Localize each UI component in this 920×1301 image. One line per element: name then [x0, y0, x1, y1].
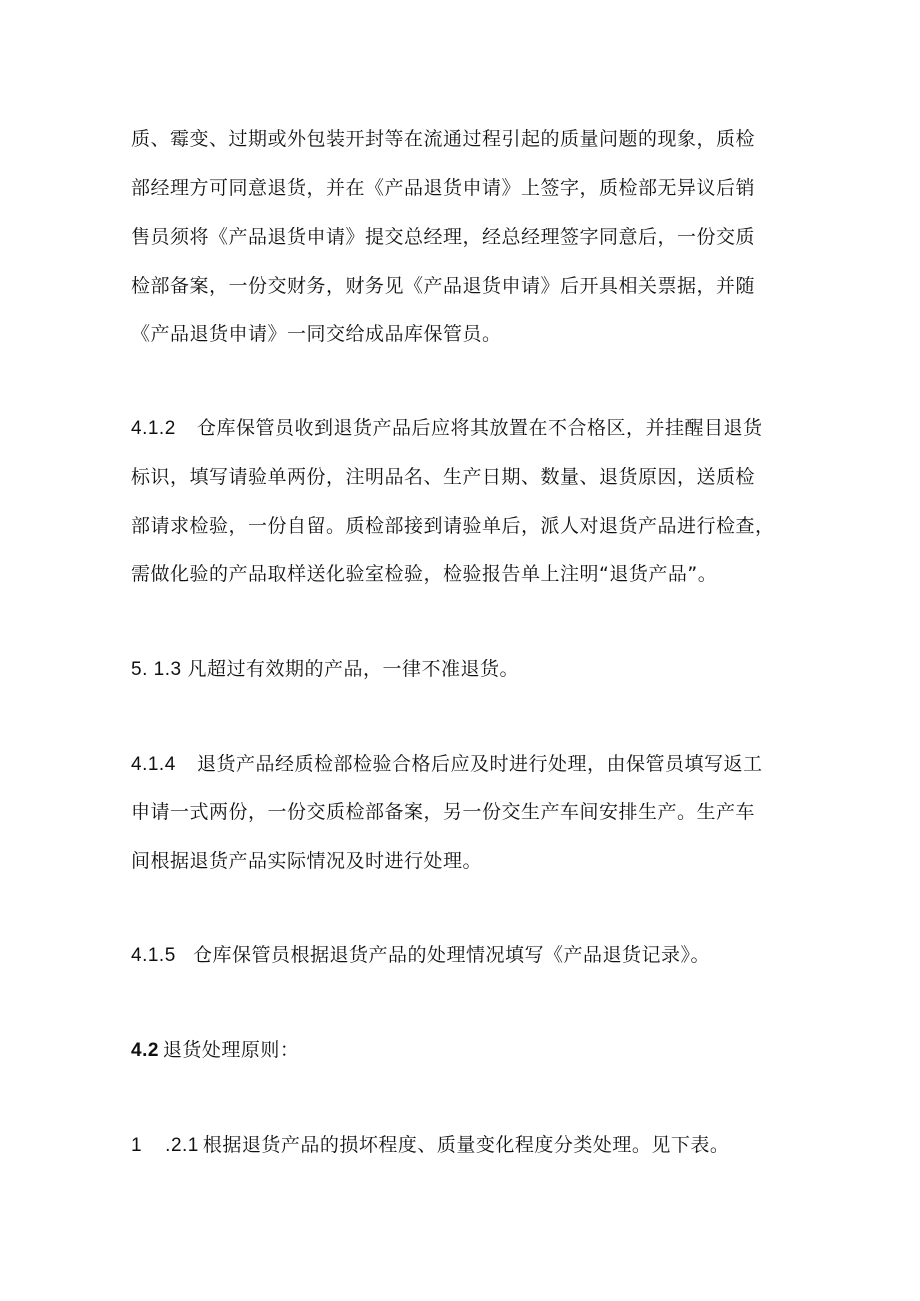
paragraph-text: 仓库保管员根据退货产品的处理情况填写《产品退货记录》。: [193, 944, 711, 966]
section-4-2-heading: [131, 1038, 821, 1062]
section-1-2-1-line: [131, 1133, 821, 1157]
section-number: 4.1.4: [131, 754, 176, 775]
section-number: 4.1.5: [131, 945, 176, 966]
section-4-1-2-first-line: [131, 416, 821, 440]
section-number: 1 .2.1: [131, 1135, 199, 1156]
paragraph-line: 部请求检验，一份自留。质检部接到请验单后，派人对退货产品进行检查，: [131, 515, 775, 537]
paragraph-line: 质、霉变、过期或外包装开封等在流通过程引起的质量问题的现象，质检: [131, 128, 756, 150]
section-number: 4.1.2: [131, 418, 176, 439]
paragraph-text: 退货产品经质检部检验合格后应及时进行处理，由保管员填写返工: [197, 753, 763, 775]
heading-text: 退货处理原则：: [162, 1039, 300, 1061]
paragraph-text: 凡超过有效期的产品，一律不准退货。: [187, 658, 520, 680]
paragraph-text: 仓库保管员收到退货产品后应将其放置在不合格区，并挂醒目退货: [197, 417, 763, 439]
section-4-1-4-first-line: [131, 752, 821, 776]
paragraph-line: 需做化验的产品取样送化验室检验，检验报告单上注明“退货产品”。: [131, 563, 718, 585]
paragraph-line: 售员须将《产品退货申请》提交总经理，经总经理签字同意后，一份交质: [131, 226, 756, 248]
paragraph-text: 根据退货产品的损坏程度、质量变化程度分类处理。见下表。: [202, 1134, 730, 1156]
paragraph-line: 间根据退货产品实际情况及时进行处理。: [131, 850, 483, 872]
paragraph-line: 部经理方可同意退货，并在《产品退货申请》上签字，质检部无异议后销: [131, 177, 756, 199]
paragraph-line: 《产品退货申请》一同交给成品库保管员。: [131, 323, 502, 345]
section-number: 4.2: [131, 1040, 159, 1061]
section-4-1-5-line: [131, 943, 821, 967]
section-number: 5. 1.3: [131, 659, 182, 680]
paragraph-line: 申请一式两份，一份交质检部备案，另一份交生产车间安排生产。生产车: [131, 801, 756, 823]
paragraph-line: 标识，填写请验单两份，注明品名、生产日期、数量、退货原因，送质检: [131, 466, 756, 488]
section-5-1-3-line: [131, 657, 821, 681]
paragraph-line: 检部备案，一份交财务，财务见《产品退货申请》后开具相关票据，并随: [131, 275, 756, 297]
